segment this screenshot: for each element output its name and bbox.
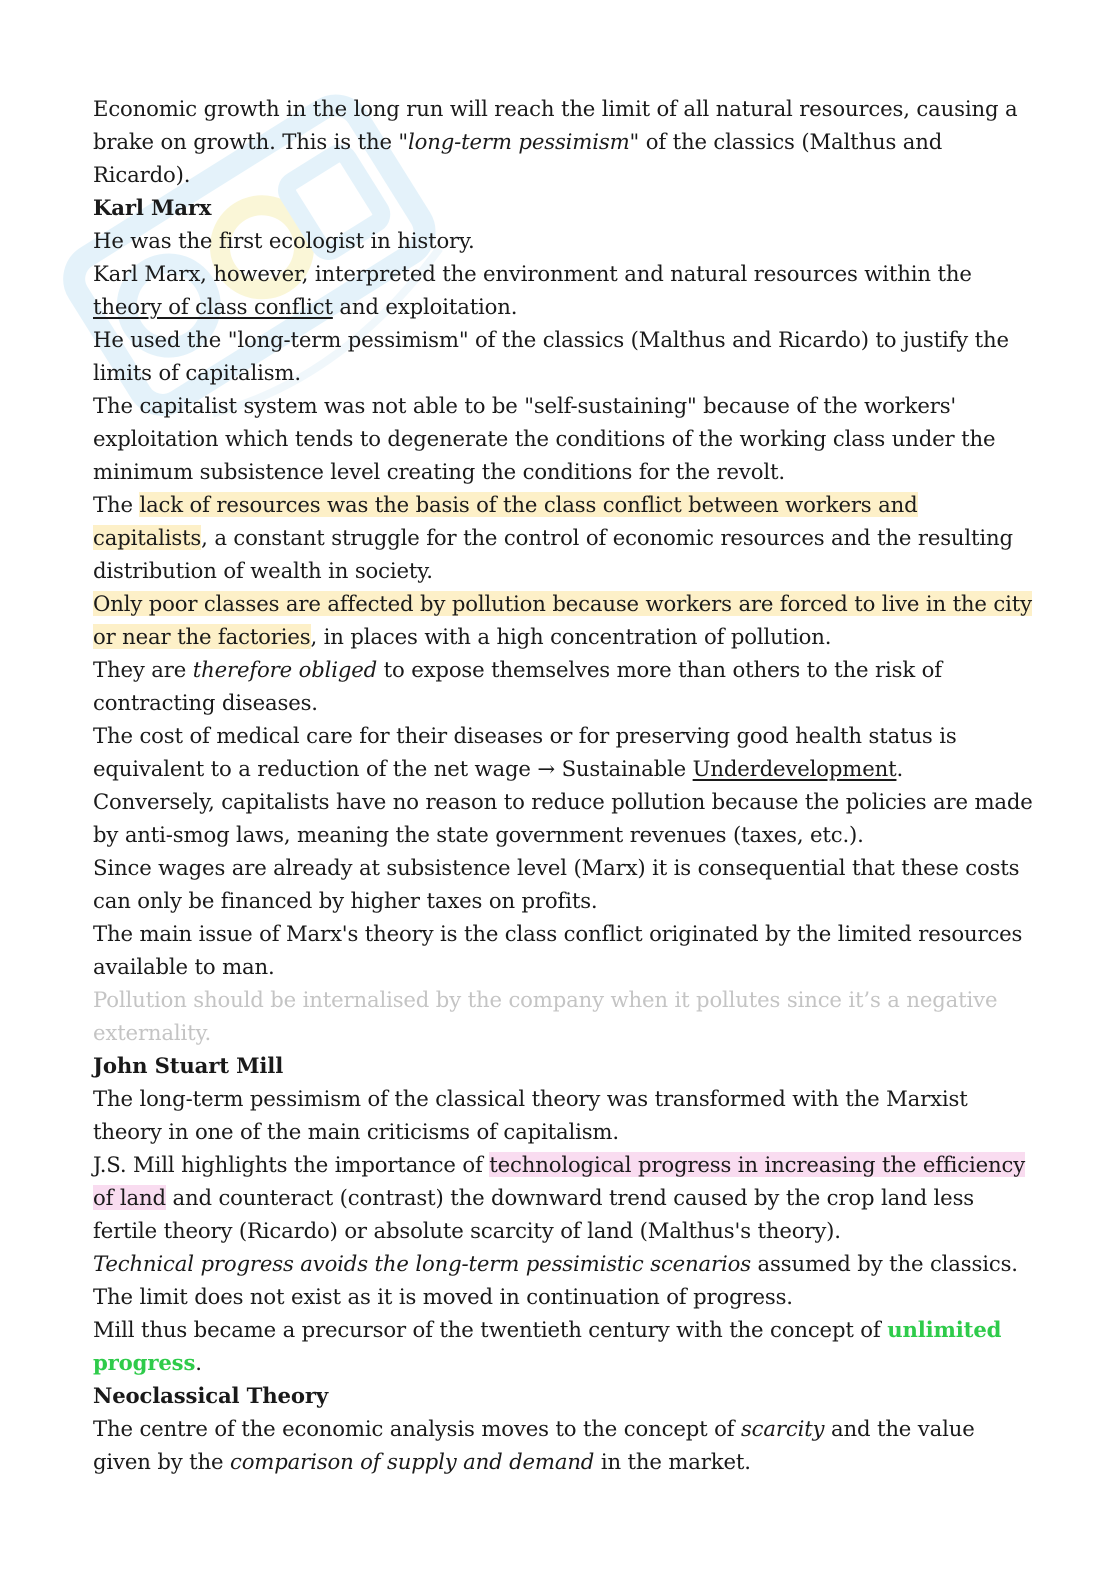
document-page [93,92,1038,1478]
underlined-term: theory of class conflict [93,294,333,319]
heading-john-stuart-mill: John Stuart Mill [93,1053,284,1078]
paragraph: They are therefore obliged to expose themselves more than others to the risk of contracting diseases. [93,657,942,715]
paragraph: The limit does not exist as it is moved in continuation of progress. [93,1284,793,1309]
paragraph: Mill thus became a precursor of the twentieth century with the concept of unlimited progress. [93,1317,1002,1375]
paragraph-intro: Economic growth in the long run will reach the limit of all natural resources, causing a brake on growth. This is the "long-term pessimism" of the classics (Malthus and Ricardo). [93,96,1018,187]
paragraph: The cost of medical care for their diseases or for preserving good health status is equivalent to a reduction of the net wage → Sustainable Underdevelopment. [93,723,957,781]
paragraph: Only poor classes are affected by pollution because workers are forced to live in the city or near the factories, in places with a high concentration of pollution. [93,591,1032,649]
paragraph: J.S. Mill highlights the importance of technological progress in increasing the efficiency of land and counteract (contrast) the downward trend caused by the crop land less fertile theory (Ricardo) or absolute scarcity of land (Malthus's theory). [93,1152,1026,1243]
faded-paragraph: Pollution should be internalised by the company when it pollutes since it’s a negative externality. [93,987,998,1045]
paragraph: The centre of the economic analysis moves to the concept of scarcity and the value given by the comparison of supply and demand in the market. [93,1416,975,1474]
paragraph: The main issue of Marx's theory is the class conflict originated by the limited resources available to man. [93,921,1023,979]
highlighted-text: lack of resources was the basis of the class conflict between workers and capitalists [93,492,918,550]
green-emphasis: unlimited progress [93,1317,1002,1375]
highlighted-text: technological progress in increasing the efficiency of land [93,1152,1026,1210]
paragraph: The lack of resources was the basis of the class conflict between workers and capitalists, a constant struggle for the control of economic resources and the resulting distribution of wealth in society. [93,492,1013,583]
underlined-term: Underdevelopment [692,756,897,781]
highlighted-text: Only poor classes are affected by pollution because workers are forced to live in the city or near the factories [93,591,1032,649]
paragraph: The capitalist system was not able to be "self-sustaining" because of the workers' exploitation which tends to degenerate the conditions of the working class under the minimum subsistence level creating the conditions for the revolt. [93,393,996,484]
paragraph: He was the first ecologist in history. [93,228,475,253]
heading-karl-marx: Karl Marx [93,195,212,220]
paragraph: Conversely, capitalists have no reason to reduce pollution because the policies are made by anti-smog laws, meaning the state government revenues (taxes, etc.). [93,789,1033,847]
paragraph: He used the "long-term pessimism" of the classics (Malthus and Ricardo) to justify the limits of capitalism. [93,327,1009,385]
paragraph: Technical progress avoids the long-term pessimistic scenarios assumed by the classics. [93,1251,1018,1276]
paragraph: Since wages are already at subsistence level (Marx) it is consequential that these costs can only be financed by higher taxes on profits. [93,855,1020,913]
heading-neoclassical-theory: Neoclassical Theory [93,1383,329,1408]
paragraph: The long-term pessimism of the classical theory was transformed with the Marxist theory in one of the main criticisms of capitalism. [93,1086,968,1144]
paragraph: Karl Marx, however, interpreted the environment and natural resources within the theory of class conflict and exploitation. [93,261,972,319]
